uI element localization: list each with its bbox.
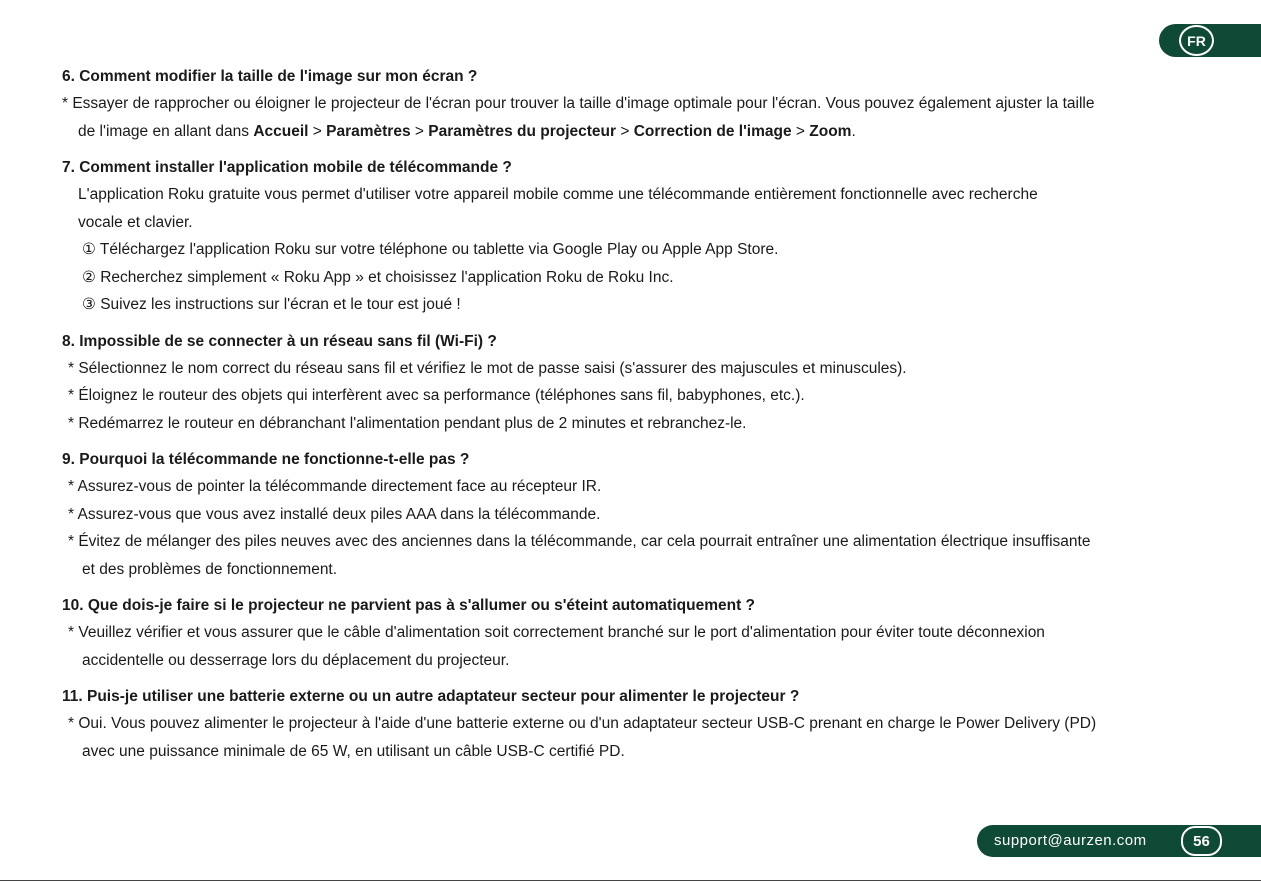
question-6: 6. Comment modifier la taille de l'image sur mon écran ? bbox=[62, 68, 478, 85]
question-8: 8. Impossible de se connecter à un réseau sans fil (Wi-Fi) ? bbox=[62, 332, 497, 350]
step-3: ③ Suivez les instructions sur l'écran et le tour est joué ! bbox=[82, 296, 461, 313]
answer-7-intro-2: vocale et clavier. bbox=[78, 213, 193, 231]
list-item: * Éloignez le routeur des objets qui interfèrent avec sa performance (téléphones sans fil, babyphones, etc.). bbox=[68, 387, 805, 404]
menu-separator: > bbox=[791, 122, 810, 140]
question-11: 11. Puis-je utiliser une batterie externe ou un autre adaptateur secteur pour alimenter le projecteur ? bbox=[62, 688, 800, 705]
menu-path-parametres: Paramètres bbox=[326, 122, 411, 140]
menu-separator: > bbox=[308, 122, 327, 140]
language-badge bbox=[1159, 24, 1261, 57]
faq-content bbox=[62, 64, 1222, 775]
menu-path-parametres-projecteur: Paramètres du projecteur bbox=[428, 122, 617, 140]
step-2: ② Recherchez simplement « Roku App » et choisissez l'application Roku de Roku Inc. bbox=[82, 268, 674, 286]
list-item: * Évitez de mélanger des piles neuves avec des anciennes dans la télécommande, car cela pourrait entraîner une alimentation électrique insuffisante bbox=[68, 533, 1091, 550]
menu-path-accueil: Accueil bbox=[253, 122, 309, 140]
language-label: FR bbox=[1179, 25, 1214, 56]
question-10: 10. Que dois-je faire si le projecteur ne parvient pas à s'allumer ou s'éteint automatiquement ? bbox=[62, 597, 756, 614]
faq-section-10 bbox=[62, 593, 1222, 674]
answer-7-intro-1: L'application Roku gratuite vous permet d'utiliser votre appareil mobile comme une télécommande entièrement fonctionnelle avec recherche bbox=[78, 186, 1038, 203]
question-9: 9. Pourquoi la télécommande ne fonctionne-t-elle pas ? bbox=[62, 451, 470, 468]
list-item: * Assurez-vous de pointer la télécommande directement face au récepteur IR. bbox=[68, 478, 602, 495]
answer-6-end: . bbox=[851, 122, 856, 140]
answer-6-line-1: * Essayer de rapprocher ou éloigner le projecteur de l'écran pour trouver la taille d'image optimale pour l'écran. Vous pouvez également ajuster la taille bbox=[62, 95, 1095, 112]
faq-section-9 bbox=[62, 447, 1222, 583]
list-item: * Assurez-vous que vous avez installé deux piles AAA dans la télécommande. bbox=[68, 505, 601, 523]
support-email[interactable]: support@aurzen.com bbox=[994, 832, 1147, 849]
list-item: * Sélectionnez le nom correct du réseau sans fil et vérifiez le mot de passe saisi (s'assurer des majuscules et minuscules). bbox=[68, 359, 907, 377]
menu-separator: > bbox=[616, 122, 634, 140]
faq-section-11 bbox=[62, 684, 1222, 765]
footer-badge bbox=[977, 825, 1261, 857]
list-item-continuation: et des problèmes de fonctionnement. bbox=[82, 560, 338, 578]
bottom-divider bbox=[0, 880, 1261, 881]
menu-path-correction-image: Correction de l'image bbox=[633, 122, 792, 140]
answer-10-line-2: accidentelle ou desserrage lors du déplacement du projecteur. bbox=[82, 651, 510, 669]
faq-section-6 bbox=[62, 64, 1222, 145]
page-number: 56 bbox=[1181, 826, 1222, 856]
menu-separator: > bbox=[410, 122, 429, 140]
answer-11-line-2: avec une puissance minimale de 65 W, en utilisant un câble USB-C certifié PD. bbox=[82, 742, 625, 760]
menu-path-zoom: Zoom bbox=[809, 122, 852, 140]
answer-6-prefix: de l'image en allant dans bbox=[78, 122, 254, 140]
list-item: * Redémarrez le routeur en débranchant l'alimentation pendant plus de 2 minutes et rebranchez-le. bbox=[68, 414, 747, 432]
answer-6-line-2 bbox=[62, 118, 1222, 146]
faq-section-7 bbox=[62, 155, 1222, 319]
question-7: 7. Comment installer l'application mobile de télécommande ? bbox=[62, 159, 512, 176]
answer-11-line-1: * Oui. Vous pouvez alimenter le projecteur à l'aide d'une batterie externe ou d'un adaptateur secteur USB-C prenant en charge le Power Delivery (PD) bbox=[68, 715, 1097, 732]
step-1: ① Téléchargez l'application Roku sur votre téléphone ou tablette via Google Play ou Apple App Store. bbox=[82, 241, 779, 258]
faq-section-8 bbox=[62, 329, 1222, 438]
answer-10-line-1: * Veuillez vérifier et vous assurer que le câble d'alimentation soit correctement branché sur le port d'alimentation pour éviter toute déconnexion bbox=[68, 624, 1045, 641]
